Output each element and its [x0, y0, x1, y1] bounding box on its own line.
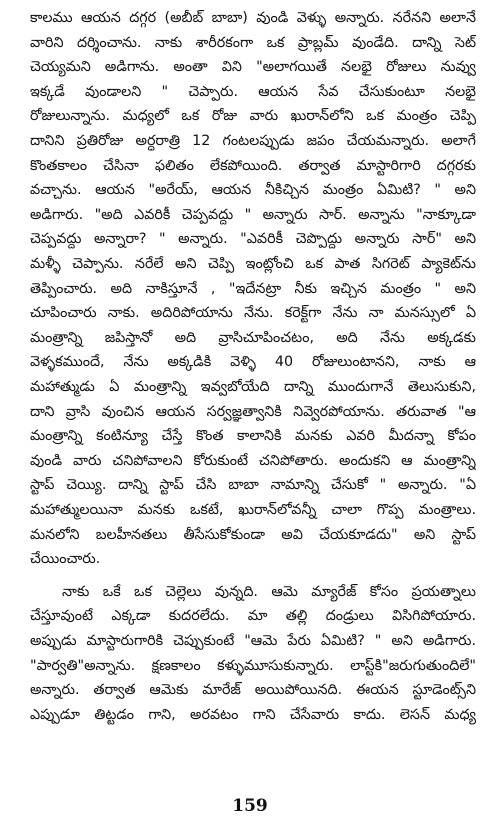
text-line: మహాత్ములయినా మనకు ఒకటే, ఖురాన్‌లోవన్నీ చాలా గొప్ప మంత్రాలు.: [30, 502, 476, 518]
text-line: చెప్పవద్దు అన్నారా? " అన్నారు. "ఎవరికీ చెప్పొద్దు అన్నారు సార్" అని: [30, 231, 476, 248]
text-line: చెయ్యమని అడిగాను. అంతా విని "అలాగయితే నలభై రోజులు నువ్వు: [30, 59, 476, 76]
text-line: నాకు ఒకే ఒక చెల్లెలు వున్నది. ఆమె మ్యారేజ్ కోసం ప్రయత్నాలు: [62, 583, 476, 600]
text-line: వుండి వారు చనిపోవాలని కోరుకుంటే చనిపోతారు. అందుకని ఆ మంత్రాన్ని: [30, 452, 476, 469]
text-line: అప్పుడు మాస్టారుగారికి చెప్పుకుంటే "ఆమె పేరు ఏమిటి? " అని అడిగారు.: [30, 633, 476, 649]
text-line: చూపించారు నాకు. అదిరిపోయాను నేను. కరెక్ట్‌గా నేను నా మనస్సులో ఏ: [30, 305, 476, 322]
text-line: "పార్వతి"అన్నాను. క్షణకాలం కళ్ళుమూసుకున్నారు. లాస్ట్‌కి"జరుగుతుందిలే": [30, 657, 476, 674]
text-line: దాని వ్రాసి వుంచిన ఆయన సర్వజ్ఞత్వానికి నివ్వెరపోయాను. తరువాత "ఆ: [30, 403, 476, 420]
text-line: ఎప్పుడూ తిట్టడం గాని, అరవటం గాని చేసేవారు కాదు. లెసన్ మధ్య: [30, 706, 476, 723]
text-line: కాలము ఆయన దగ్గర (అబీబ్ బాబా) వుండి వెళ్ళు అన్నారు. నరేనని అలానే: [30, 10, 476, 26]
text-line: చేయించారు.: [30, 551, 101, 568]
text-line: కొంతకాలం చేసినా ఫలితం లేకపోయింది. తర్వాత మాస్టారిగారి దగ్గరకు: [30, 157, 476, 174]
text-line: ఇక్కడే వుండాలని " చెప్పారు. ఆయన సేవ చేసుకుంటూ నలభై: [30, 83, 476, 100]
text-line: తెప్పించారు. అది నాకిస్తూనే , "ఇదేనట్రా నీకు ఇచ్చిన మంత్రం " అని: [30, 280, 476, 297]
text-line: మనలోని బలహీనతలు తీసేసుకోకుండా అవి చేయకూడదు" అని స్టాప్: [30, 526, 476, 543]
page-number: 159: [232, 796, 268, 816]
text-line: చేస్తూవుంటే ఎక్కడా కుదరలేదు. మా తల్లి దండ్రులు విసిగిపోయారు.: [30, 608, 476, 625]
text-line: అడిగారు. "అది ఎవరికీ చెప్పవద్దు " అన్నారు సార్. అన్నాను "నాక్కూడా: [30, 206, 476, 223]
text-line: వెళ్ళకముందే, నేను అక్కడికి వెళ్ళి 40 రోజులుంటానని, నాకు ఆ: [30, 354, 476, 371]
text-line: మంత్రాన్ని కంటిన్యూ చేస్తే కొంత కాలానికి మనకు ఎవరి మీదన్నా కోపం: [30, 428, 476, 445]
text-line: మళ్ళీ చెప్పాను. నరేలే అని చెప్పి ఇంట్లోంచి ఒక పాత సిగరెట్ ప్యాకెట్‌ను: [30, 256, 476, 272]
text-line: దానిని ప్రతిరోజు అర్ధరాత్రి 12 గంటలప్పుడు జపం చేయమన్నారు. అలాగే: [30, 133, 476, 149]
text-line: మహాత్ముడు ఏ మంత్రాన్ని ఇవ్వబోయేది దాన్ని ముందుగానే తెలుసుకుని,: [30, 379, 476, 395]
text-line: రోజులున్నాను. మధ్యలో ఒక రోజు వారు ఖురాన్‌లోని ఒక మంత్రం చెప్పి: [30, 108, 476, 125]
text-line: మంత్రాన్ని జపిస్తానో అది వ్రాసిచూపించటం, అది నేను అక్కడకు: [30, 329, 476, 346]
text-line: వారిని దర్శించాను. నాకు శారీరకంగా ఒక ప్రాబ్లమ్ వుండేది. దాన్ని సెట్: [30, 34, 476, 51]
text-line: అన్నారు. తర్వాత ఆమెకు మారేజ్ అయిపోయినది. ఈయన స్టూడెంట్స్‌ని: [30, 682, 476, 699]
text-line: వచ్చాను. ఆయన "అరేయ్, ఆయన నీకిచ్చిన మంత్రం ఏమిటి? " అని: [30, 182, 476, 199]
text-line: స్టాప్ చెయ్యి. దాన్ని స్టాప్ చేసి బాబా నామాన్ని చేసుకో " అన్నారు. "ఏ: [30, 477, 476, 494]
